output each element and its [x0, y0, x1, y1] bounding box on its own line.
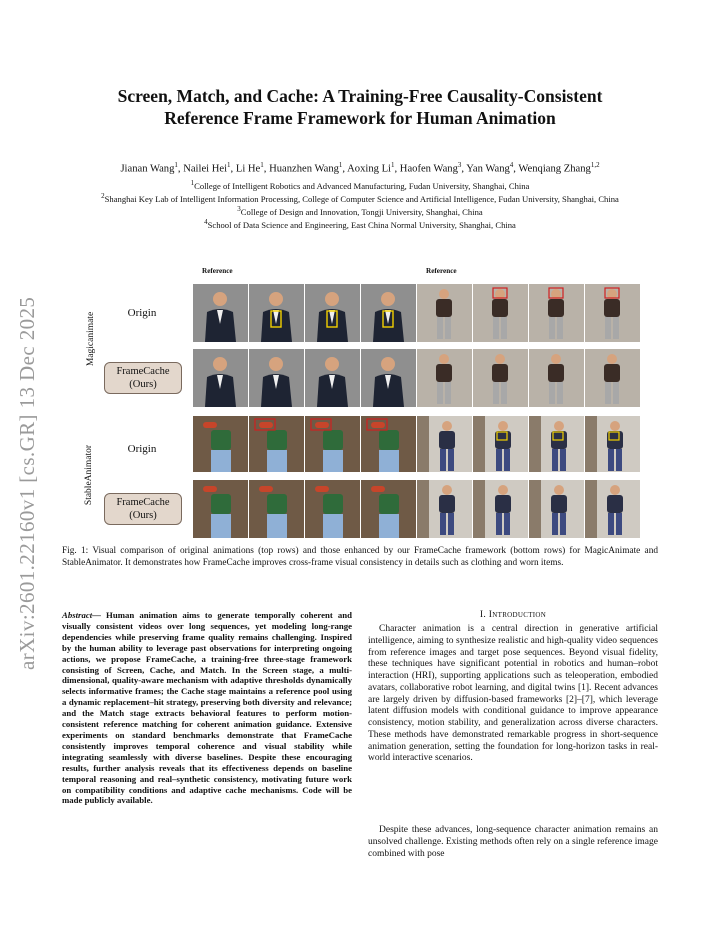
title-line-2: Reference Frame Framework for Human Animation	[164, 108, 556, 128]
magicanimate-origin-frame	[361, 284, 416, 342]
author-affiliation-mark: 4	[509, 161, 514, 169]
author-name: Jianan Wang	[120, 163, 175, 175]
author-name: Aoxing Li	[347, 163, 391, 175]
title-line-1: Screen, Match, and Cache: A Training-Free Causality-Consistent	[117, 86, 603, 106]
row-label-ours-2: FrameCache (Ours)	[104, 493, 182, 525]
affiliation-3: $^3$College of Design and Innovation, Tongji University, Shanghai, China	[237, 205, 483, 217]
reference-label-left: Reference	[202, 267, 233, 275]
author-name: Haofen Wang	[399, 163, 458, 175]
author-affiliation-mark: 1	[260, 161, 264, 169]
stableanimator-framecache-frame	[193, 480, 248, 538]
abstract-label: Abstract	[62, 610, 93, 620]
stableanimator-origin-frame	[417, 416, 472, 472]
reference-label-right: Reference	[426, 267, 457, 275]
author-affiliation-mark: 1,2	[590, 161, 600, 169]
stableanimator-framecache-frame	[305, 480, 360, 538]
author-affiliation-mark: 1	[227, 161, 231, 169]
magicanimate-origin-frame	[305, 284, 360, 342]
author-name: Nailei Hei	[183, 163, 228, 175]
stableanimator-origin-frame	[585, 416, 640, 472]
author-name: Huanzhen Wang	[269, 163, 339, 175]
magicanimate-framecache-frame	[193, 349, 248, 407]
author-name: Wenqiang Zhang	[518, 163, 591, 175]
arxiv-identifier-text: arXiv:2601.22160v1 [cs.GR] 13 Dec 2025	[15, 296, 39, 670]
magicanimate-framecache-frame	[361, 349, 416, 407]
magicanimate-framecache-frame	[305, 349, 360, 407]
abstract-text: Human animation aims to generate temporally coherent and visually consistent videos over long sequences, yet modeling long-range dependencies while preserving frame quality remains challenging. Inspired by the human ability to leverage past observations for interpreting ongoing actions, we propose FrameCache, a training-free three-stage framework consisting of Screen, Cache, and Match. In the Screen stage, a multi-dimensional, quality-aware mechanism with adaptive thresholds dynamically selects informative frames; the Cache stage maintains a reference pool using a dynamic replacement–hit strategy, preserving both diversity and relevance; and the Match stage extracts behavioral features to perform motion-consistent reference matching for coherent animation guidance. Extensive experiments on standard benchmarks demonstrate that FrameCache consistently improves temporal coherence and visual stability while integrating seamlessly with diverse baselines. Despite these encouraging results, further analysis reveals that its effectiveness depends on baseline temporal reasoning and real–synthetic consistency, motivating future work on compatibility conditions and adaptive cache mechanisms. Code will be made publicly available.	[62, 610, 353, 806]
author-name: Li He	[235, 163, 261, 175]
affiliation-2: $^2$Shanghai Key Lab of Intelligent Information Processing, College of Computer Science and Artificial Intelligence, Fudan University, Shanghai, China	[101, 192, 619, 204]
stableanimator-origin-frame	[473, 416, 528, 472]
magicanimate-origin-frame	[249, 284, 304, 342]
stableanimator-framecache-frame	[417, 480, 472, 538]
magicanimate-framecache-frame	[585, 349, 640, 407]
intro-paragraph-2: Despite these advances, long-sequence character animation remains an unsolved challenge. Existing methods often rely on a single reference image combined with pose	[368, 825, 658, 859]
affiliation-4: $^4$School of Data Science and Engineering, East China Normal University, Shanghai, China	[204, 218, 516, 230]
affiliation-1: $^1$College of Intelligent Robotics and Advanced Manufacturing, Fudan University, Shanghai, China	[190, 179, 530, 191]
magicanimate-origin-frame	[193, 284, 248, 342]
stableanimator-origin-frame	[305, 416, 360, 472]
section-heading-introduction: I. Introduction	[479, 609, 547, 620]
stableanimator-origin-frame	[529, 416, 584, 472]
paper-title	[60, 85, 660, 129]
group-label-magicanimate: Magicanimate	[86, 311, 96, 367]
figure-caption: Fig. 1: Visual comparison of original animations (top rows) and those enhanced by our FrameCache framework (bottom rows) for MagicAnimate and StableAnimator. It demonstrates how FrameCache improves cross-frame visual consistency in details such as clothing and worn items.	[62, 546, 658, 569]
intro-paragraph-1: Character animation is a central direction in generative artificial intelligence, aiming to synthesize realistic and high-quality video sequences from reference images and target pose sequences. Beyond visual fidelity, these techniques have significant potential in robotics and human–robot interaction (HRI), supporting applications such as teleoperation, embodied avatars, collaborative robot learning, and digital twins [1]. Recent advances are largely driven by diffusion-based frameworks [2]–[7], which leverage latent diffusion models with conditional guidance to improve appearance consistency, motion stability, and generalization across diverse characters. These methods have demonstrated remarkable progress in short-sequence animation generation, setting the foundation for long-horizon tasks in real-world interactive scenarios.	[368, 624, 658, 764]
stableanimator-framecache-frame	[473, 480, 528, 538]
stableanimator-framecache-frame	[529, 480, 584, 538]
magicanimate-framecache-frame	[417, 349, 472, 407]
magicanimate-origin-frame	[585, 284, 640, 342]
magicanimate-origin-frame	[529, 284, 584, 342]
stableanimator-framecache-frame	[585, 480, 640, 538]
row-label-ours-1: FrameCache (Ours)	[104, 362, 182, 394]
row-label-origin-1: Origin	[127, 307, 157, 319]
stableanimator-framecache-frame	[361, 480, 416, 538]
magicanimate-framecache-frame	[473, 349, 528, 407]
magicanimate-origin-frame	[473, 284, 528, 342]
magicanimate-origin-frame	[417, 284, 472, 342]
stableanimator-framecache-frame	[249, 480, 304, 538]
stableanimator-origin-frame	[249, 416, 304, 472]
stableanimator-origin-frame	[361, 416, 416, 472]
author-affiliation-mark: 1	[338, 161, 343, 169]
author-affiliation-mark: 1	[391, 161, 395, 169]
author-name: Yan Wang	[466, 163, 510, 175]
author-affiliation-mark: 3	[457, 161, 462, 169]
magicanimate-framecache-frame	[529, 349, 584, 407]
author-list: Jianan Wang$^1$, Nailei Hei$^1$, Li He$^1$, Huanzhen Wang$^1$, Aoxing Li$^1$, Haofen Wang$^3$, Yan Wang$^4$, Wenqiang Zhang$^{1,2}$	[120, 161, 600, 175]
group-label-stableanimator: StableAnimator	[84, 444, 94, 506]
author-affiliation-mark: 1	[174, 161, 178, 169]
row-label-origin-2: Origin	[127, 443, 157, 455]
magicanimate-framecache-frame	[249, 349, 304, 407]
arxiv-identifier	[6, 258, 44, 674]
stableanimator-origin-frame	[193, 416, 248, 472]
abstract: Abstract— Human animation aims to generate temporally coherent and visually consistent videos over long sequences, yet modeling long-range dependencies while preserving frame quality remains challenging. Inspired by the human ability to leverage past observations for interpreting ongoing actions, we propose FrameCache, a training-free three-stage framework consisting of Screen, Cache, and Match. In the Screen stage, a multi-dimensional, quality-aware mechanism with adaptive thresholds dynamically selects informative frames; the Cache stage maintains a reference pool using a dynamic replacement–hit strategy, preserving both diversity and relevance; and the Match stage extracts behavioral features to perform motion-consistent reference matching for coherent animation guidance. Extensive experiments on standard benchmarks demonstrate that FrameCache consistently improves temporal coherence and visual stability while integrating seamlessly with diverse baselines. Despite these encouraging results, further analysis reveals that its effectiveness depends on baseline temporal reasoning and real–synthetic consistency, motivating future work on compatibility conditions and adaptive cache mechanisms. Code will be made publicly available.	[62, 610, 353, 806]
